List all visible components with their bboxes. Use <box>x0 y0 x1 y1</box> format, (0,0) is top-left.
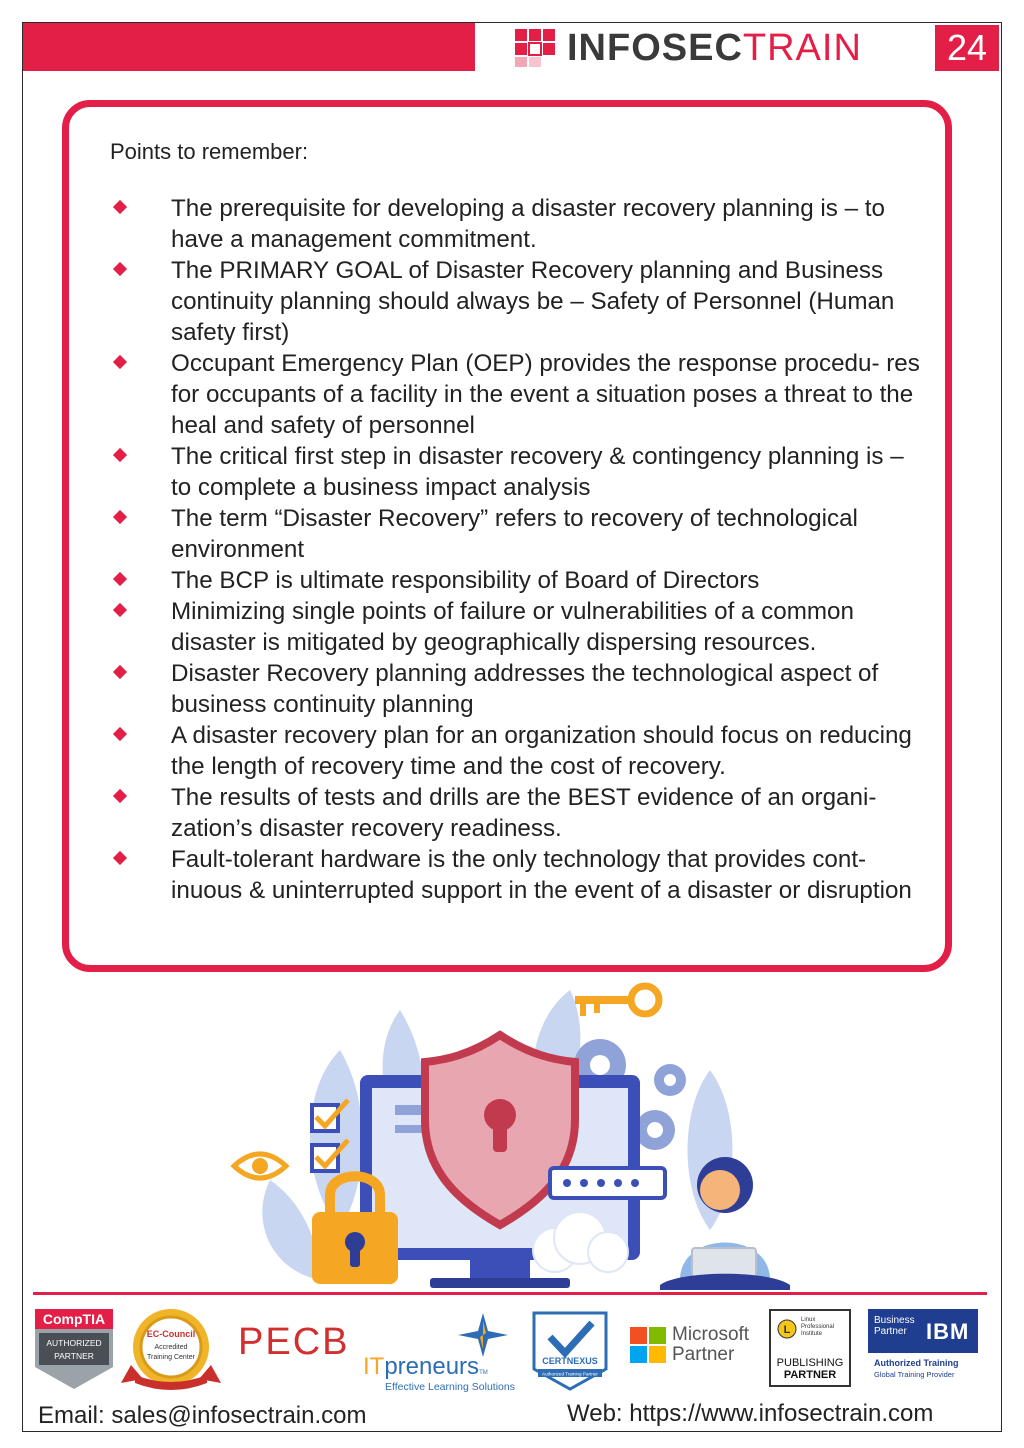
diamond-bullet-icon <box>113 262 127 276</box>
page-number-badge: 24 <box>935 25 999 71</box>
header-accent-bar <box>23 23 475 71</box>
microsoft-partner-logo <box>630 1325 760 1369</box>
footer-email[interactable]: Email: sales@infosectrain.com <box>38 1402 367 1429</box>
footer-divider <box>33 1292 987 1295</box>
diamond-bullet-icon <box>113 789 127 803</box>
eccouncil-badge <box>121 1305 221 1393</box>
eye-icon <box>234 1154 286 1178</box>
svg-text:Authorized Training Partner: Authorized Training Partner <box>542 1371 598 1377</box>
diamond-bullet-icon <box>113 510 127 524</box>
infosectrain-logo-icon <box>515 29 557 67</box>
itpreneurs-tagline: Effective Learning Solutions <box>385 1381 515 1393</box>
partner-logos-row <box>33 1305 987 1393</box>
pecb-logo: PECB <box>238 1321 350 1363</box>
point-item <box>69 596 945 658</box>
diamond-bullet-icon <box>113 355 127 369</box>
point-item <box>69 441 945 503</box>
svg-text:CompTIA: CompTIA <box>42 1311 106 1327</box>
point-text: Minimizing single points of failure or vulnerabilities of a common disaster is mitigated by geographically dispersing resources. <box>171 598 854 656</box>
ibm-logo-text: IBM <box>926 1319 970 1344</box>
point-text: Fault-tolerant hardware is the only technology that provides cont- inuous & uninterrupted support in the event of a disaster or disruption <box>171 846 912 904</box>
point-text: The PRIMARY GOAL of Disaster Recovery planning and Business continuity planning should always be – Safety of Personnel (Human safety first) <box>171 257 895 346</box>
point-item <box>69 348 945 441</box>
comptia-badge <box>33 1309 115 1389</box>
ibm-partner-text: Business Partner <box>874 1315 915 1337</box>
point-text: Disaster Recovery planning addresses the technological aspect of business continuity planning <box>171 660 879 718</box>
svg-text:CERTNEXUS: CERTNEXUS <box>542 1356 598 1366</box>
svg-text:L: L <box>783 1324 791 1336</box>
point-item <box>69 193 945 255</box>
diamond-bullet-icon <box>113 200 127 214</box>
itpreneurs-wordmark: ITpreneursTM <box>363 1353 488 1380</box>
point-item <box>69 720 945 782</box>
points-card <box>62 100 952 972</box>
diamond-bullet-icon <box>113 603 127 617</box>
brand-name-bold: INFOSEC <box>567 27 743 69</box>
svg-text:Training Center: Training Center <box>147 1354 195 1361</box>
ibm-training-text: Authorized Training Global Training Provider <box>874 1358 959 1379</box>
key-icon <box>575 986 659 1016</box>
microsoft-squares-icon <box>630 1327 666 1363</box>
diamond-bullet-icon <box>113 851 127 865</box>
point-item <box>69 565 945 596</box>
eccouncil-seal-icon <box>121 1305 221 1393</box>
person-laptop-icon <box>660 1157 790 1290</box>
lpi-logo-icon <box>777 1319 797 1339</box>
point-item <box>69 503 945 565</box>
comptia-logo-icon <box>33 1309 115 1389</box>
svg-text:AUTHORIZED: AUTHORIZED <box>46 1338 102 1348</box>
point-item <box>69 844 945 906</box>
lpi-publishing-partner-badge <box>769 1309 851 1387</box>
card-heading: Points to remember: <box>110 139 309 164</box>
point-item <box>69 658 945 720</box>
lpi-name: Linux Professional Institute <box>801 1317 835 1337</box>
cybersecurity-illustration <box>230 980 790 1290</box>
svg-text:Accredited: Accredited <box>154 1344 188 1351</box>
certnexus-badge <box>530 1309 610 1391</box>
lpi-badge-text: PUBLISHING PARTNER <box>776 1357 844 1381</box>
svg-text:EC-Council: EC-Council <box>146 1329 196 1339</box>
diamond-bullet-icon <box>113 572 127 586</box>
microsoft-partner-text: Microsoft Partner <box>672 1324 750 1365</box>
brand-name-light: TRAIN <box>742 27 862 69</box>
diamond-bullet-icon <box>113 448 127 462</box>
svg-text:PARTNER: PARTNER <box>54 1351 94 1361</box>
password-field-icon <box>550 1168 665 1198</box>
ibm-business-partner-badge <box>868 1309 980 1389</box>
point-text: A disaster recovery plan for an organization should focus on reducing the length of recovery time and the cost of recovery. <box>171 722 912 780</box>
point-item <box>69 782 945 844</box>
point-text: The critical first step in disaster recovery & contingency planning is – to complete a business impact analysis <box>171 443 904 501</box>
brand-name <box>567 28 862 68</box>
footer-website[interactable]: Web: https://www.infosectrain.com <box>567 1400 934 1427</box>
point-text: The BCP is ultimate responsibility of Board of Directors <box>171 567 760 594</box>
brand-logo-group <box>515 28 862 68</box>
itpreneurs-logo <box>363 1313 523 1391</box>
certnexus-check-icon <box>530 1309 610 1391</box>
point-text: The results of tests and drills are the BEST evidence of an organi- zation’s disaster recovery readiness. <box>171 784 877 842</box>
itpreneurs-star-icon <box>458 1313 508 1357</box>
point-text: The term “Disaster Recovery” refers to recovery of technological environment <box>171 505 858 563</box>
diamond-bullet-icon <box>113 727 127 741</box>
point-item <box>69 255 945 348</box>
point-text: Occupant Emergency Plan (OEP) provides the response procedu- res for occupants of a facility in the event a situation poses a threat to the heal and safety of personnel <box>171 350 920 439</box>
point-text: The prerequisite for developing a disaster recovery planning is – to have a management commitment. <box>171 195 885 253</box>
points-list <box>69 193 945 906</box>
diamond-bullet-icon <box>113 665 127 679</box>
